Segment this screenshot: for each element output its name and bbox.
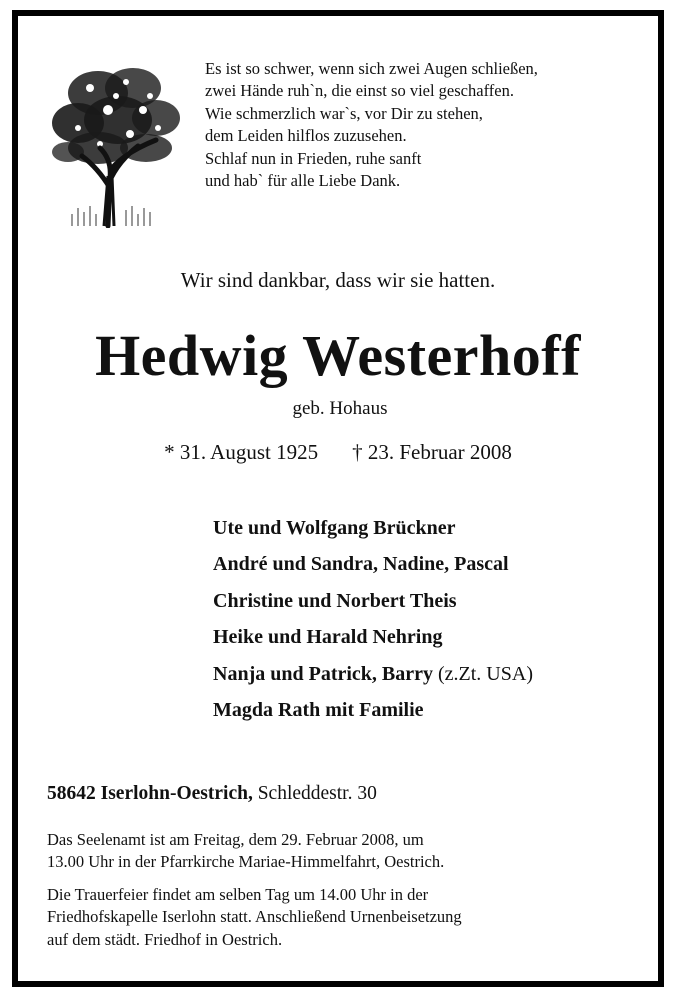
poem-line: Wie schmerzlich war`s, vor Dir zu stehen, (205, 103, 483, 123)
life-dates (12, 440, 664, 465)
mourner-name: Heike und Harald Nehring (213, 626, 443, 649)
poem-line: und hab` für alle Liebe Dank. (205, 171, 401, 191)
notice-line: Die Trauerfeier findet am selben Tag um 14.00 Uhr in der (47, 885, 429, 904)
poem-line: zwei Hände ruh`n, die einst so viel geschaffen. (205, 81, 514, 101)
mourner-name: Magda Rath mit Familie (213, 699, 424, 722)
mourners-list (213, 510, 533, 728)
thanks-line: Wir sind dankbar, dass wir sie hatten. (180, 268, 496, 292)
death-date: † 23. Februar 2008 (352, 440, 512, 464)
mourner-entry (213, 583, 533, 619)
address (47, 783, 377, 805)
funeral-notice (47, 884, 647, 951)
birth-date: * 31. August 1925 (164, 440, 319, 464)
mourner-entry (213, 692, 533, 728)
address-city: 58642 Iserlohn-Oestrich, (47, 783, 253, 804)
maiden-name: geb. Hohaus (292, 398, 388, 419)
requiem-notice (47, 829, 647, 874)
notice-line: Das Seelenamt ist am Freitag, dem 29. Februar 2008, um (47, 830, 424, 849)
mourner-note: (z.Zt. USA) (433, 662, 533, 685)
poem-line: Es ist so schwer, wenn sich zwei Augen schließen, (205, 59, 538, 78)
deceased-name: Hedwig Westerhoff (95, 323, 581, 388)
mourner-name: Ute und Wolfgang Brückner (213, 517, 456, 539)
tree-illustration (38, 48, 188, 228)
mourner-name: Christine und Norbert Theis (213, 589, 457, 612)
poem-line: Schlaf nun in Frieden, ruhe sanft (205, 148, 422, 168)
notice-line: 13.00 Uhr in der Pfarrkirche Mariae-Himmelfahrt, Oestrich. (47, 852, 445, 872)
mourner-entry (213, 510, 533, 546)
notice-line: Friedhofskapelle Iserlohn statt. Anschließend Urnenbeisetzung (47, 907, 462, 927)
mourner-name: André und Sandra, Nadine, Pascal (213, 553, 509, 576)
mourner-entry (213, 619, 533, 655)
poem-line: dem Leiden hilflos zuzusehen. (205, 126, 407, 146)
mourner-entry (213, 656, 533, 692)
notice-line: auf dem städt. Friedhof in Oestrich. (47, 929, 283, 949)
address-street: Schleddestr. 30 (252, 783, 377, 804)
mourner-entry (213, 546, 533, 582)
mourner-name: Nanja und Patrick, Barry (213, 662, 433, 685)
poem (205, 58, 645, 192)
